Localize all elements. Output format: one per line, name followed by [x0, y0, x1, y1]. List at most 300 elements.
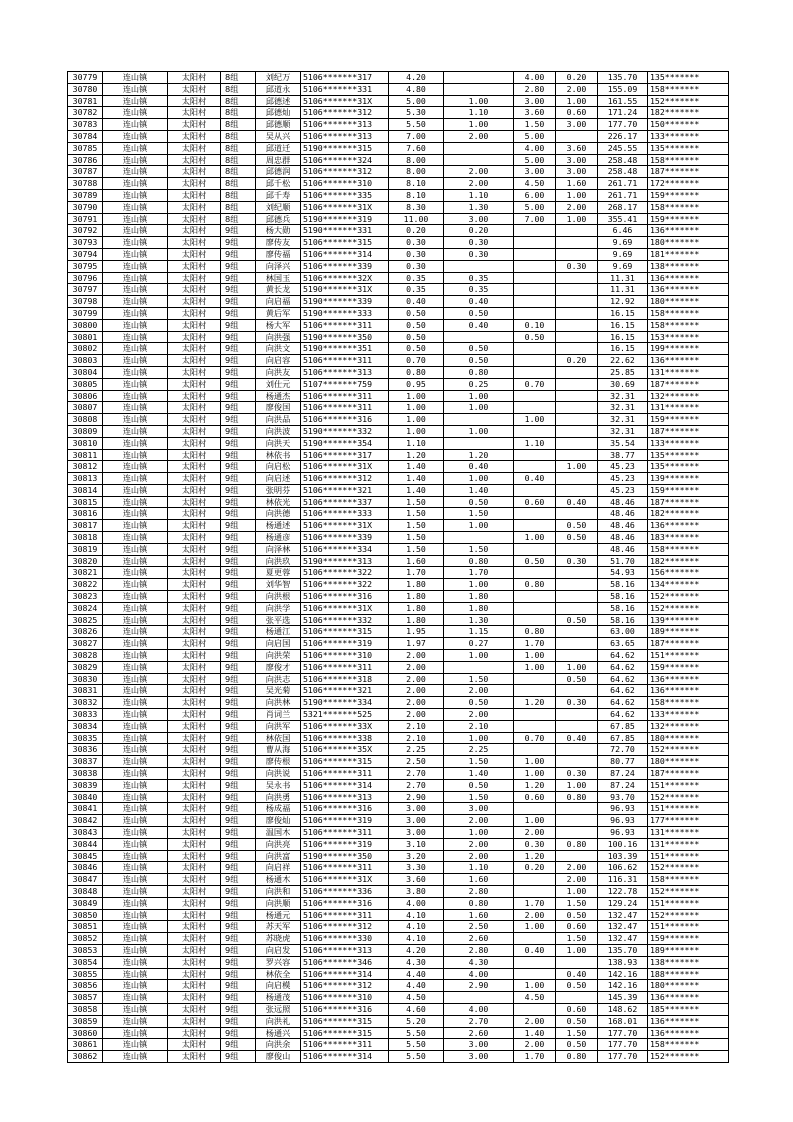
area-b-cell: 3.60 — [514, 107, 556, 119]
record-id-cell: 30801 — [68, 331, 103, 343]
town-cell: 连山镇 — [103, 237, 168, 249]
record-id-cell: 30799 — [68, 307, 103, 319]
area-c-cell: 0.80 — [556, 791, 598, 803]
total-area-cell: 1.50 — [389, 532, 444, 544]
total-area-cell: 8.00 — [389, 166, 444, 178]
area-b-cell: 1.20 — [514, 850, 556, 862]
total-area-cell: 1.40 — [389, 484, 444, 496]
table-row — [68, 885, 729, 897]
town-cell: 连山镇 — [103, 1039, 168, 1051]
name-cell: 杨通兴 — [256, 1027, 301, 1039]
area-c-cell: 2.00 — [556, 862, 598, 874]
amount-cell: 63.65 — [598, 638, 648, 650]
table-row — [68, 779, 729, 791]
area-b-cell — [514, 343, 556, 355]
total-area-cell: 1.50 — [389, 543, 444, 555]
area-c-cell: 0.80 — [556, 1051, 598, 1063]
village-cell: 太阳村 — [168, 248, 221, 260]
town-cell: 连山镇 — [103, 366, 168, 378]
area-a-cell: 1.00 — [444, 520, 514, 532]
total-area-cell: 3.60 — [389, 874, 444, 886]
phone-cell: 135******* — [648, 449, 729, 461]
area-b-cell: 1.70 — [514, 1051, 556, 1063]
group-cell: 9组 — [221, 992, 256, 1004]
group-cell: 9组 — [221, 732, 256, 744]
area-a-cell: 1.15 — [444, 626, 514, 638]
group-cell: 9组 — [221, 921, 256, 933]
village-cell: 太阳村 — [168, 921, 221, 933]
area-a-cell: 1.00 — [444, 425, 514, 437]
name-cell: 向洪军 — [256, 720, 301, 732]
name-cell: 杨通元 — [256, 909, 301, 921]
total-area-cell: 2.00 — [389, 697, 444, 709]
total-area-cell: 0.30 — [389, 248, 444, 260]
town-cell: 连山镇 — [103, 532, 168, 544]
town-cell: 连山镇 — [103, 189, 168, 201]
group-cell: 9组 — [221, 284, 256, 296]
table-row — [68, 484, 729, 496]
total-area-cell: 0.50 — [389, 319, 444, 331]
group-cell: 8组 — [221, 119, 256, 131]
area-a-cell: 0.50 — [444, 355, 514, 367]
group-cell: 9组 — [221, 968, 256, 980]
id-number-cell: 5106*******311 — [301, 1039, 389, 1051]
phone-cell: 158******* — [648, 319, 729, 331]
table-row — [68, 1015, 729, 1027]
area-a-cell — [444, 532, 514, 544]
town-cell: 连山镇 — [103, 142, 168, 154]
total-area-cell: 1.97 — [389, 638, 444, 650]
record-id-cell: 30843 — [68, 827, 103, 839]
id-number-cell: 5106*******324 — [301, 154, 389, 166]
phone-cell: 131******* — [648, 366, 729, 378]
record-id-cell: 30844 — [68, 838, 103, 850]
id-number-cell: 5106*******314 — [301, 779, 389, 791]
amount-cell: 122.78 — [598, 885, 648, 897]
record-id-cell: 30822 — [68, 579, 103, 591]
name-cell: 邱德述 — [256, 95, 301, 107]
record-id-cell: 30818 — [68, 532, 103, 544]
table-row — [68, 142, 729, 154]
name-cell: 张远照 — [256, 1003, 301, 1015]
record-id-cell: 30807 — [68, 402, 103, 414]
area-c-cell — [556, 567, 598, 579]
town-cell: 连山镇 — [103, 838, 168, 850]
name-cell: 向洪志 — [256, 673, 301, 685]
area-b-cell — [514, 355, 556, 367]
record-id-cell: 30859 — [68, 1015, 103, 1027]
name-cell: 林依光 — [256, 496, 301, 508]
area-a-cell: 1.50 — [444, 543, 514, 555]
total-area-cell: 2.50 — [389, 756, 444, 768]
area-a-cell: 2.10 — [444, 720, 514, 732]
phone-cell: 136******* — [648, 1015, 729, 1027]
amount-cell: 93.70 — [598, 791, 648, 803]
total-area-cell: 5.50 — [389, 119, 444, 131]
table-row — [68, 189, 729, 201]
total-area-cell: 1.40 — [389, 473, 444, 485]
town-cell: 连山镇 — [103, 225, 168, 237]
record-id-cell: 30823 — [68, 591, 103, 603]
id-number-cell: 5106*******322 — [301, 579, 389, 591]
area-b-cell: 1.00 — [514, 980, 556, 992]
phone-cell: 152******* — [648, 744, 729, 756]
id-number-cell: 5106*******337 — [301, 496, 389, 508]
amount-cell: 48.46 — [598, 496, 648, 508]
area-b-cell — [514, 284, 556, 296]
id-number-cell: 5106*******312 — [301, 107, 389, 119]
area-a-cell: 3.00 — [444, 1039, 514, 1051]
amount-cell: 58.16 — [598, 602, 648, 614]
id-number-cell: 5106*******336 — [301, 885, 389, 897]
name-cell: 向洪顺 — [256, 897, 301, 909]
id-number-cell: 5106*******330 — [301, 933, 389, 945]
area-c-cell — [556, 956, 598, 968]
name-cell: 邱道永 — [256, 83, 301, 95]
table-row — [68, 697, 729, 709]
village-cell: 太阳村 — [168, 897, 221, 909]
id-number-cell: 5190*******350 — [301, 850, 389, 862]
total-area-cell: 1.10 — [389, 437, 444, 449]
area-a-cell: 3.00 — [444, 803, 514, 815]
table-row — [68, 720, 729, 732]
village-cell: 太阳村 — [168, 1039, 221, 1051]
area-c-cell: 0.60 — [556, 107, 598, 119]
record-id-cell: 30836 — [68, 744, 103, 756]
table-row — [68, 650, 729, 662]
phone-cell: 158******* — [648, 874, 729, 886]
amount-cell: 106.62 — [598, 862, 648, 874]
village-cell: 太阳村 — [168, 650, 221, 662]
id-number-cell: 5106*******311 — [301, 319, 389, 331]
village-cell: 太阳村 — [168, 980, 221, 992]
area-b-cell: 2.00 — [514, 827, 556, 839]
town-cell: 连山镇 — [103, 815, 168, 827]
name-cell: 周忠群 — [256, 154, 301, 166]
table-row — [68, 968, 729, 980]
record-id-cell: 30854 — [68, 956, 103, 968]
group-cell: 8组 — [221, 154, 256, 166]
area-b-cell — [514, 709, 556, 721]
village-cell: 太阳村 — [168, 933, 221, 945]
table-row — [68, 72, 729, 84]
area-a-cell: 1.40 — [444, 484, 514, 496]
town-cell: 连山镇 — [103, 567, 168, 579]
phone-cell: 187******* — [648, 638, 729, 650]
village-cell: 太阳村 — [168, 579, 221, 591]
group-cell: 9组 — [221, 319, 256, 331]
table-row — [68, 425, 729, 437]
total-area-cell: 0.35 — [389, 284, 444, 296]
town-cell: 连山镇 — [103, 296, 168, 308]
area-c-cell — [556, 815, 598, 827]
id-number-cell: 5106*******31X — [301, 874, 389, 886]
id-number-cell: 5106*******313 — [301, 366, 389, 378]
name-cell: 肖词兰 — [256, 709, 301, 721]
total-area-cell: 4.10 — [389, 921, 444, 933]
name-cell: 刘纪万 — [256, 72, 301, 84]
table-row — [68, 909, 729, 921]
phone-cell: 159******* — [648, 213, 729, 225]
area-b-cell: 0.50 — [514, 331, 556, 343]
table-row — [68, 154, 729, 166]
phone-cell: 131******* — [648, 402, 729, 414]
area-a-cell: 1.50 — [444, 791, 514, 803]
table-row — [68, 756, 729, 768]
town-cell: 连山镇 — [103, 449, 168, 461]
id-number-cell: 5106*******312 — [301, 921, 389, 933]
group-cell: 9组 — [221, 779, 256, 791]
town-cell: 连山镇 — [103, 791, 168, 803]
area-c-cell: 1.00 — [556, 95, 598, 107]
group-cell: 9组 — [221, 331, 256, 343]
town-cell: 连山镇 — [103, 272, 168, 284]
town-cell: 连山镇 — [103, 579, 168, 591]
area-b-cell: 4.50 — [514, 992, 556, 1004]
amount-cell: 45.23 — [598, 461, 648, 473]
amount-cell: 168.01 — [598, 1015, 648, 1027]
village-cell: 太阳村 — [168, 732, 221, 744]
id-number-cell: 5106*******311 — [301, 909, 389, 921]
village-cell: 太阳村 — [168, 237, 221, 249]
table-row — [68, 343, 729, 355]
phone-cell: 180******* — [648, 732, 729, 744]
area-a-cell: 0.40 — [444, 319, 514, 331]
amount-cell: 100.16 — [598, 838, 648, 850]
area-a-cell: 2.00 — [444, 709, 514, 721]
town-cell: 连山镇 — [103, 508, 168, 520]
record-id-cell: 30847 — [68, 874, 103, 886]
village-cell: 太阳村 — [168, 555, 221, 567]
village-cell: 太阳村 — [168, 343, 221, 355]
amount-cell: 38.77 — [598, 449, 648, 461]
town-cell: 连山镇 — [103, 319, 168, 331]
amount-cell: 116.31 — [598, 874, 648, 886]
name-cell: 向启容 — [256, 355, 301, 367]
name-cell: 向洪学 — [256, 602, 301, 614]
group-cell: 8组 — [221, 107, 256, 119]
area-c-cell: 1.50 — [556, 897, 598, 909]
amount-cell: 138.93 — [598, 956, 648, 968]
group-cell: 9组 — [221, 956, 256, 968]
total-area-cell: 4.20 — [389, 72, 444, 84]
id-number-cell: 5190*******31X — [301, 284, 389, 296]
amount-cell: 129.24 — [598, 897, 648, 909]
record-id-cell: 30820 — [68, 555, 103, 567]
phone-cell: 152******* — [648, 885, 729, 897]
amount-cell: 177.70 — [598, 1039, 648, 1051]
area-a-cell: 2.00 — [444, 166, 514, 178]
village-cell: 太阳村 — [168, 473, 221, 485]
total-area-cell: 7.60 — [389, 142, 444, 154]
area-c-cell — [556, 744, 598, 756]
village-cell: 太阳村 — [168, 909, 221, 921]
id-number-cell: 5106*******312 — [301, 980, 389, 992]
id-number-cell: 5106*******313 — [301, 791, 389, 803]
amount-cell: 11.31 — [598, 272, 648, 284]
area-a-cell — [444, 437, 514, 449]
phone-cell: 151******* — [648, 650, 729, 662]
area-a-cell: 1.00 — [444, 95, 514, 107]
village-cell: 太阳村 — [168, 496, 221, 508]
record-id-cell: 30834 — [68, 720, 103, 732]
village-cell: 太阳村 — [168, 720, 221, 732]
phone-cell: 159******* — [648, 189, 729, 201]
town-cell: 连山镇 — [103, 885, 168, 897]
group-cell: 9组 — [221, 579, 256, 591]
area-a-cell: 0.50 — [444, 496, 514, 508]
area-a-cell: 1.30 — [444, 614, 514, 626]
name-cell: 张明芬 — [256, 484, 301, 496]
table-row — [68, 119, 729, 131]
group-cell: 9组 — [221, 1051, 256, 1063]
town-cell: 连山镇 — [103, 614, 168, 626]
table-row — [68, 95, 729, 107]
phone-cell: 152******* — [648, 602, 729, 614]
area-b-cell — [514, 602, 556, 614]
village-cell: 太阳村 — [168, 484, 221, 496]
area-c-cell: 1.00 — [556, 189, 598, 201]
id-number-cell: 5106*******319 — [301, 838, 389, 850]
table-row — [68, 815, 729, 827]
group-cell: 9组 — [221, 520, 256, 532]
area-a-cell: 1.70 — [444, 567, 514, 579]
area-c-cell — [556, 366, 598, 378]
id-number-cell: 5106*******311 — [301, 862, 389, 874]
group-cell: 9组 — [221, 1003, 256, 1015]
area-c-cell: 3.00 — [556, 154, 598, 166]
area-a-cell: 1.50 — [444, 673, 514, 685]
area-b-cell — [514, 968, 556, 980]
total-area-cell: 4.30 — [389, 956, 444, 968]
village-cell: 太阳村 — [168, 201, 221, 213]
town-cell: 连山镇 — [103, 1051, 168, 1063]
phone-cell: 136******* — [648, 685, 729, 697]
record-id-cell: 30831 — [68, 685, 103, 697]
name-cell: 向启国 — [256, 638, 301, 650]
amount-cell: 12.92 — [598, 296, 648, 308]
phone-cell: 181******* — [648, 248, 729, 260]
area-b-cell — [514, 225, 556, 237]
group-cell: 9组 — [221, 473, 256, 485]
id-number-cell: 5106*******338 — [301, 732, 389, 744]
phone-cell: 136******* — [648, 673, 729, 685]
total-area-cell: 1.00 — [389, 425, 444, 437]
record-id-cell: 30788 — [68, 178, 103, 190]
name-cell: 向洪根 — [256, 591, 301, 603]
area-c-cell: 0.50 — [556, 1039, 598, 1051]
area-c-cell — [556, 130, 598, 142]
amount-cell: 96.93 — [598, 827, 648, 839]
name-cell: 林国玉 — [256, 272, 301, 284]
village-cell: 太阳村 — [168, 260, 221, 272]
group-cell: 9组 — [221, 661, 256, 673]
area-c-cell: 0.30 — [556, 697, 598, 709]
name-cell: 向洪林 — [256, 697, 301, 709]
name-cell: 向泽兴 — [256, 260, 301, 272]
name-cell: 邱德灿 — [256, 107, 301, 119]
area-b-cell — [514, 296, 556, 308]
table-row — [68, 319, 729, 331]
record-id-cell: 30839 — [68, 779, 103, 791]
area-a-cell: 0.50 — [444, 343, 514, 355]
phone-cell: 152******* — [648, 791, 729, 803]
name-cell: 吴光菊 — [256, 685, 301, 697]
amount-cell: 245.55 — [598, 142, 648, 154]
table-row — [68, 803, 729, 815]
name-cell: 杨通杰 — [256, 390, 301, 402]
area-b-cell — [514, 390, 556, 402]
town-cell: 连山镇 — [103, 331, 168, 343]
town-cell: 连山镇 — [103, 897, 168, 909]
area-b-cell — [514, 744, 556, 756]
record-id-cell: 30850 — [68, 909, 103, 921]
village-cell: 太阳村 — [168, 638, 221, 650]
village-cell: 太阳村 — [168, 166, 221, 178]
amount-cell: 87.24 — [598, 768, 648, 780]
area-a-cell — [444, 72, 514, 84]
table-row — [68, 602, 729, 614]
name-cell: 刘纪顺 — [256, 201, 301, 213]
phone-cell: 136******* — [648, 225, 729, 237]
group-cell: 8组 — [221, 130, 256, 142]
group-cell: 9组 — [221, 602, 256, 614]
record-id-cell: 30849 — [68, 897, 103, 909]
area-a-cell: 4.00 — [444, 1003, 514, 1015]
data-sheet — [67, 71, 728, 1063]
amount-cell: 226.17 — [598, 130, 648, 142]
table-row — [68, 461, 729, 473]
area-b-cell: 3.00 — [514, 95, 556, 107]
phone-cell: 189******* — [648, 626, 729, 638]
area-a-cell: 1.00 — [444, 579, 514, 591]
amount-cell: 32.31 — [598, 425, 648, 437]
area-c-cell — [556, 237, 598, 249]
village-cell: 太阳村 — [168, 1027, 221, 1039]
record-id-cell: 30796 — [68, 272, 103, 284]
table-body — [68, 72, 729, 1063]
area-b-cell: 7.00 — [514, 213, 556, 225]
town-cell: 连山镇 — [103, 874, 168, 886]
area-c-cell — [556, 720, 598, 732]
record-id-cell: 30821 — [68, 567, 103, 579]
group-cell: 9组 — [221, 709, 256, 721]
town-cell: 连山镇 — [103, 921, 168, 933]
amount-cell: 16.15 — [598, 319, 648, 331]
table-row — [68, 543, 729, 555]
area-a-cell — [444, 992, 514, 1004]
village-cell: 太阳村 — [168, 272, 221, 284]
area-b-cell: 0.60 — [514, 791, 556, 803]
name-cell: 向洪富 — [256, 850, 301, 862]
area-b-cell — [514, 685, 556, 697]
town-cell: 连山镇 — [103, 732, 168, 744]
phone-cell: 152******* — [648, 1051, 729, 1063]
total-area-cell: 1.80 — [389, 591, 444, 603]
table-row — [68, 874, 729, 886]
id-number-cell: 5106*******316 — [301, 591, 389, 603]
phone-cell: 153******* — [648, 331, 729, 343]
total-area-cell: 0.80 — [389, 366, 444, 378]
area-a-cell: 0.25 — [444, 378, 514, 390]
town-cell: 连山镇 — [103, 496, 168, 508]
group-cell: 9组 — [221, 897, 256, 909]
record-id-cell: 30815 — [68, 496, 103, 508]
name-cell: 向洪强 — [256, 331, 301, 343]
id-number-cell: 5190*******354 — [301, 437, 389, 449]
name-cell: 向洪礼 — [256, 1015, 301, 1027]
group-cell: 9组 — [221, 414, 256, 426]
